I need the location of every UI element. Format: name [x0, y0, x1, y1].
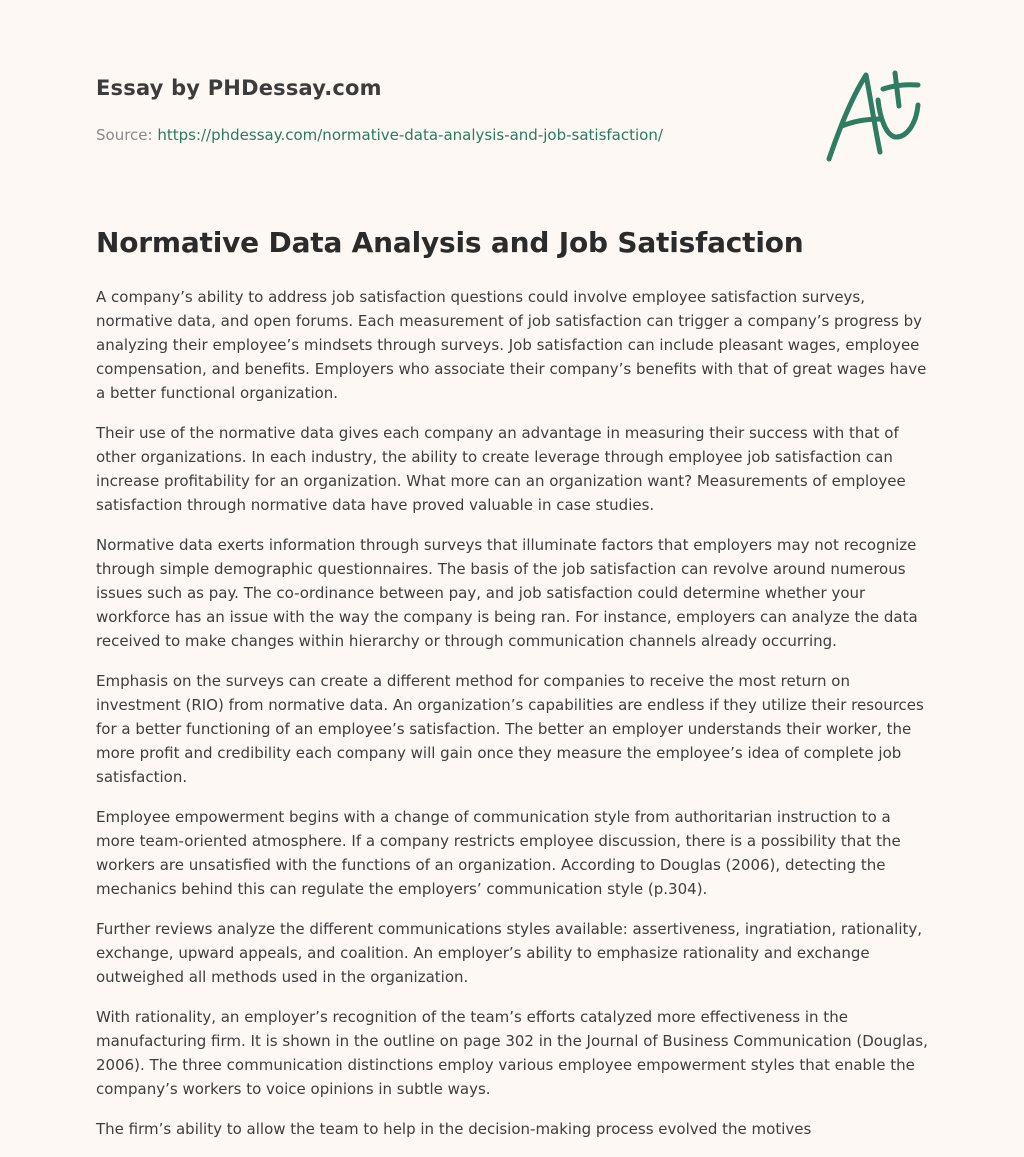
essay-paragraph: Their use of the normative data gives each company an advantage in measuring their success with that of other organizations. In each industry, the ability to create leverage through employee job satisfaction can increase profitability for an organization. What more can an organization want? Measurements of employee satisfaction through normative data have proved valuable in case studies. — [96, 424, 906, 514]
essay-paragraph: Emphasis on the surveys can create a different method for companies to receive the most return on investment (RIO) from normative data. An organization’s capabilities are endless if they utilize their resources for a better functioning of an employee’s satisfaction. The better an employer understands their worker, the more profit and credibility each company will gain once they measure the employee’s idea of complete job satisfaction. — [96, 672, 924, 786]
essay-paragraph: Employee empowerment begins with a change of communication style from authoritarian instruction to a more team-oriented atmosphere. If a company restricts employee discussion, there is a possibility that the workers are unsatisfied with the functions of an organization. According to Douglas (2006), detecting the mechanics behind this can regulate the employers’ communication style (p.304). — [96, 808, 901, 898]
page-header — [96, 76, 696, 144]
essay-paragraph: A company’s ability to address job satisfaction questions could involve employee satisfaction surveys, normative data, and open forums. Each measurement of job satisfaction can trigger a company’s progress by analyzing their employee’s mindsets through surveys. Job satisfaction can include pleasant wages, employee compensation, and benefits. Employers who associate their company’s benefits with that of great wages have a better functional organization. — [96, 288, 927, 402]
essay-body — [96, 285, 932, 1157]
site-brand: Essay by PHDessay.com — [96, 76, 382, 100]
essay-paragraph: The firm’s ability to allow the team to help in the decision-making process evolved the motives — [96, 1120, 812, 1138]
source-label: Source: — [96, 126, 158, 144]
article-title: Normative Data Analysis and Job Satisfaction — [96, 226, 804, 259]
source-line — [96, 126, 696, 144]
a-plus-grade-icon — [822, 66, 926, 166]
source-link[interactable]: https://phdessay.com/normative-data-analysis-and-job-satisfaction/ — [157, 126, 663, 144]
essay-paragraph: Normative data exerts information through surveys that illuminate factors that employers may not recognize through simple demographic questionnaires. The basis of the job satisfaction can revolve around numerous issues such as pay. The co-ordinance between pay, and job satisfaction could determine whether your workforce has an issue with the way the company is being ran. For instance, employers can analyze the data received to make changes within hierarchy or through communication channels already occurring. — [96, 536, 918, 650]
essay-paragraph: With rationality, an employer’s recognition of the team’s efforts catalyzed more effectiveness in the manufacturing firm. It is shown in the outline on page 302 in the Journal of Business Communication (Douglas, 2006). The three communication distinctions employ various employee empowerment styles that enable the company’s workers to voice opinions in subtle ways. — [96, 1008, 928, 1098]
essay-paragraph: Further reviews analyze the different communications styles available: assertiveness, ingratiation, rationality, exchange, upward appeals, and coalition. An employer’s ability to emphasize rationality and exchange outweighed all methods used in the organization. — [96, 920, 923, 986]
